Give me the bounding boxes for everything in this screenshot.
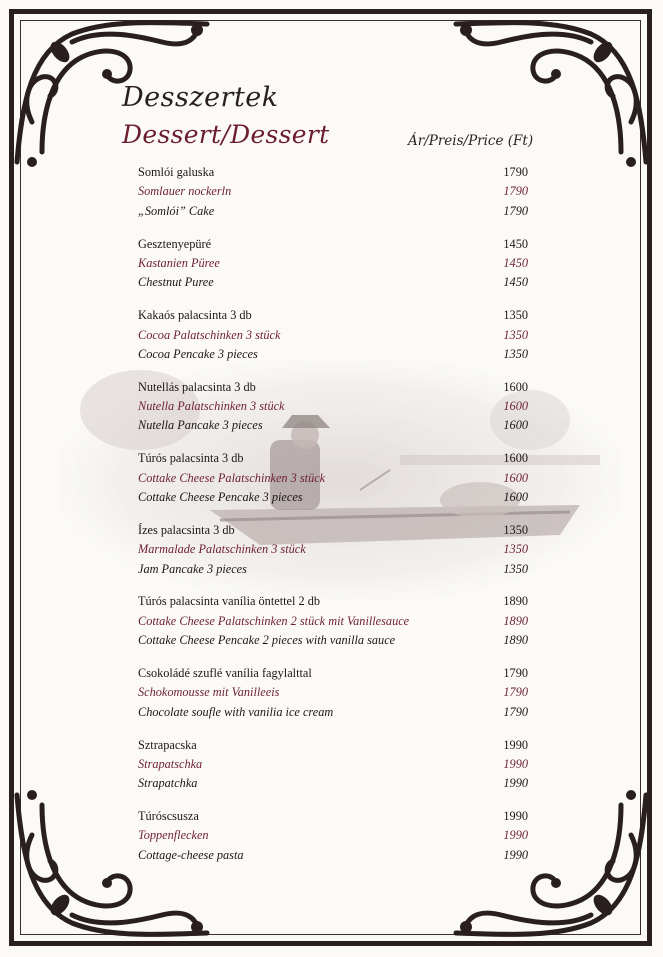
- item-name-hu: Somlói galuska: [138, 165, 215, 179]
- item-price: 1350: [503, 308, 528, 323]
- item-price: 1990: [503, 828, 528, 843]
- item-name-en: Cottage-cheese pasta: [138, 847, 244, 862]
- menu-item: [138, 237, 528, 295]
- item-price: 1350: [503, 346, 528, 361]
- item-price: 1790: [503, 165, 528, 179]
- menu-item: [138, 308, 528, 366]
- item-name-hu: Túróscsusza: [138, 809, 199, 824]
- item-price: 1350: [503, 522, 528, 537]
- item-price: 1990: [503, 756, 528, 771]
- item-price: 1350: [503, 327, 528, 342]
- menu-item: [138, 809, 528, 867]
- page-title-hu: Desszertek: [122, 82, 279, 113]
- item-name-de: Somlauer nockerln: [138, 184, 232, 199]
- item-name-hu: Nutellás palacsinta 3 db: [138, 379, 256, 394]
- menu-item: [138, 666, 528, 724]
- item-price: 1790: [503, 665, 528, 680]
- item-price: 1600: [503, 379, 528, 394]
- item-name-hu: Kakaós palacsinta 3 db: [138, 308, 252, 323]
- item-name-hu: Túrós palacsinta vanília öntettel 2 db: [138, 594, 321, 609]
- item-price: 1600: [503, 451, 528, 466]
- item-name-de: Schokomousse mit Vanilleeis: [138, 685, 280, 700]
- item-price: 1790: [503, 685, 528, 700]
- item-name-de: Kastanien Püree: [138, 255, 220, 270]
- item-name-de: Cottake Cheese Palatschinken 3 stück: [138, 470, 326, 485]
- item-price: 1990: [503, 809, 528, 824]
- menu-item: [138, 594, 528, 652]
- menu-item: [138, 451, 528, 509]
- item-price: 1790: [503, 203, 528, 218]
- item-name-en: Cottake Cheese Pencake 3 pieces: [138, 490, 303, 505]
- item-price: 1350: [503, 561, 528, 576]
- item-name-en: Chocolate soufle with vanilia ice cream: [138, 704, 334, 719]
- item-name-de: Toppenflecken: [138, 828, 209, 843]
- item-price: 1890: [503, 594, 528, 609]
- menu-item: [138, 523, 528, 581]
- item-name-en: Nutella Pancake 3 pieces: [138, 418, 263, 433]
- item-price: 1450: [503, 275, 528, 290]
- item-price: 1450: [503, 236, 528, 251]
- item-price: 1350: [503, 542, 528, 557]
- dessert-menu-list: [138, 165, 528, 881]
- menu-item: [138, 738, 528, 796]
- item-price: 1450: [503, 255, 528, 270]
- item-name-en: Cocoa Pencake 3 pieces: [138, 346, 258, 361]
- item-price: 1990: [503, 847, 528, 862]
- page-title-de-en: Dessert/Dessert: [122, 120, 330, 149]
- item-name-hu: Sztrapacska: [138, 737, 197, 752]
- item-name-hu: Gesztenyepüré: [138, 236, 212, 251]
- item-name-de: Marmalade Palatschinken 3 stück: [138, 542, 306, 557]
- item-name-de: Cocoa Palatschinken 3 stück: [138, 327, 281, 342]
- item-price: 1600: [503, 470, 528, 485]
- item-price: 1600: [503, 399, 528, 414]
- item-price: 1990: [503, 776, 528, 791]
- item-price: 1600: [503, 418, 528, 433]
- item-price: 1790: [503, 704, 528, 719]
- item-price: 1890: [503, 613, 528, 628]
- item-name-en: Chestnut Puree: [138, 275, 214, 290]
- menu-item: [138, 380, 528, 438]
- item-name-de: Cottake Cheese Palatschinken 2 stück mit Vanillesauce: [138, 613, 410, 628]
- item-name-en: Cottake Cheese Pencake 2 pieces with vanilla sauce: [138, 633, 396, 648]
- item-price: 1600: [503, 490, 528, 505]
- item-price: 1790: [503, 184, 528, 199]
- item-price: 1890: [503, 633, 528, 648]
- item-price: 1990: [503, 737, 528, 752]
- item-name-de: Strapatschka: [138, 756, 203, 771]
- item-name-hu: Ízes palacsinta 3 db: [138, 522, 235, 537]
- item-name-en: Jam Pancake 3 pieces: [138, 561, 247, 576]
- item-name-hu: Csokoládé szuflé vanília fagylalttal: [138, 665, 312, 680]
- price-column-header: Ár/Preis/Price (Ft): [408, 133, 534, 149]
- item-name-en: „Somlói” Cake: [138, 203, 215, 218]
- item-name-de: Nutella Palatschinken 3 stück: [138, 399, 285, 414]
- item-name-en: Strapatchka: [138, 776, 198, 791]
- menu-item: [138, 165, 528, 223]
- item-name-hu: Túrós palacsinta 3 db: [138, 451, 244, 466]
